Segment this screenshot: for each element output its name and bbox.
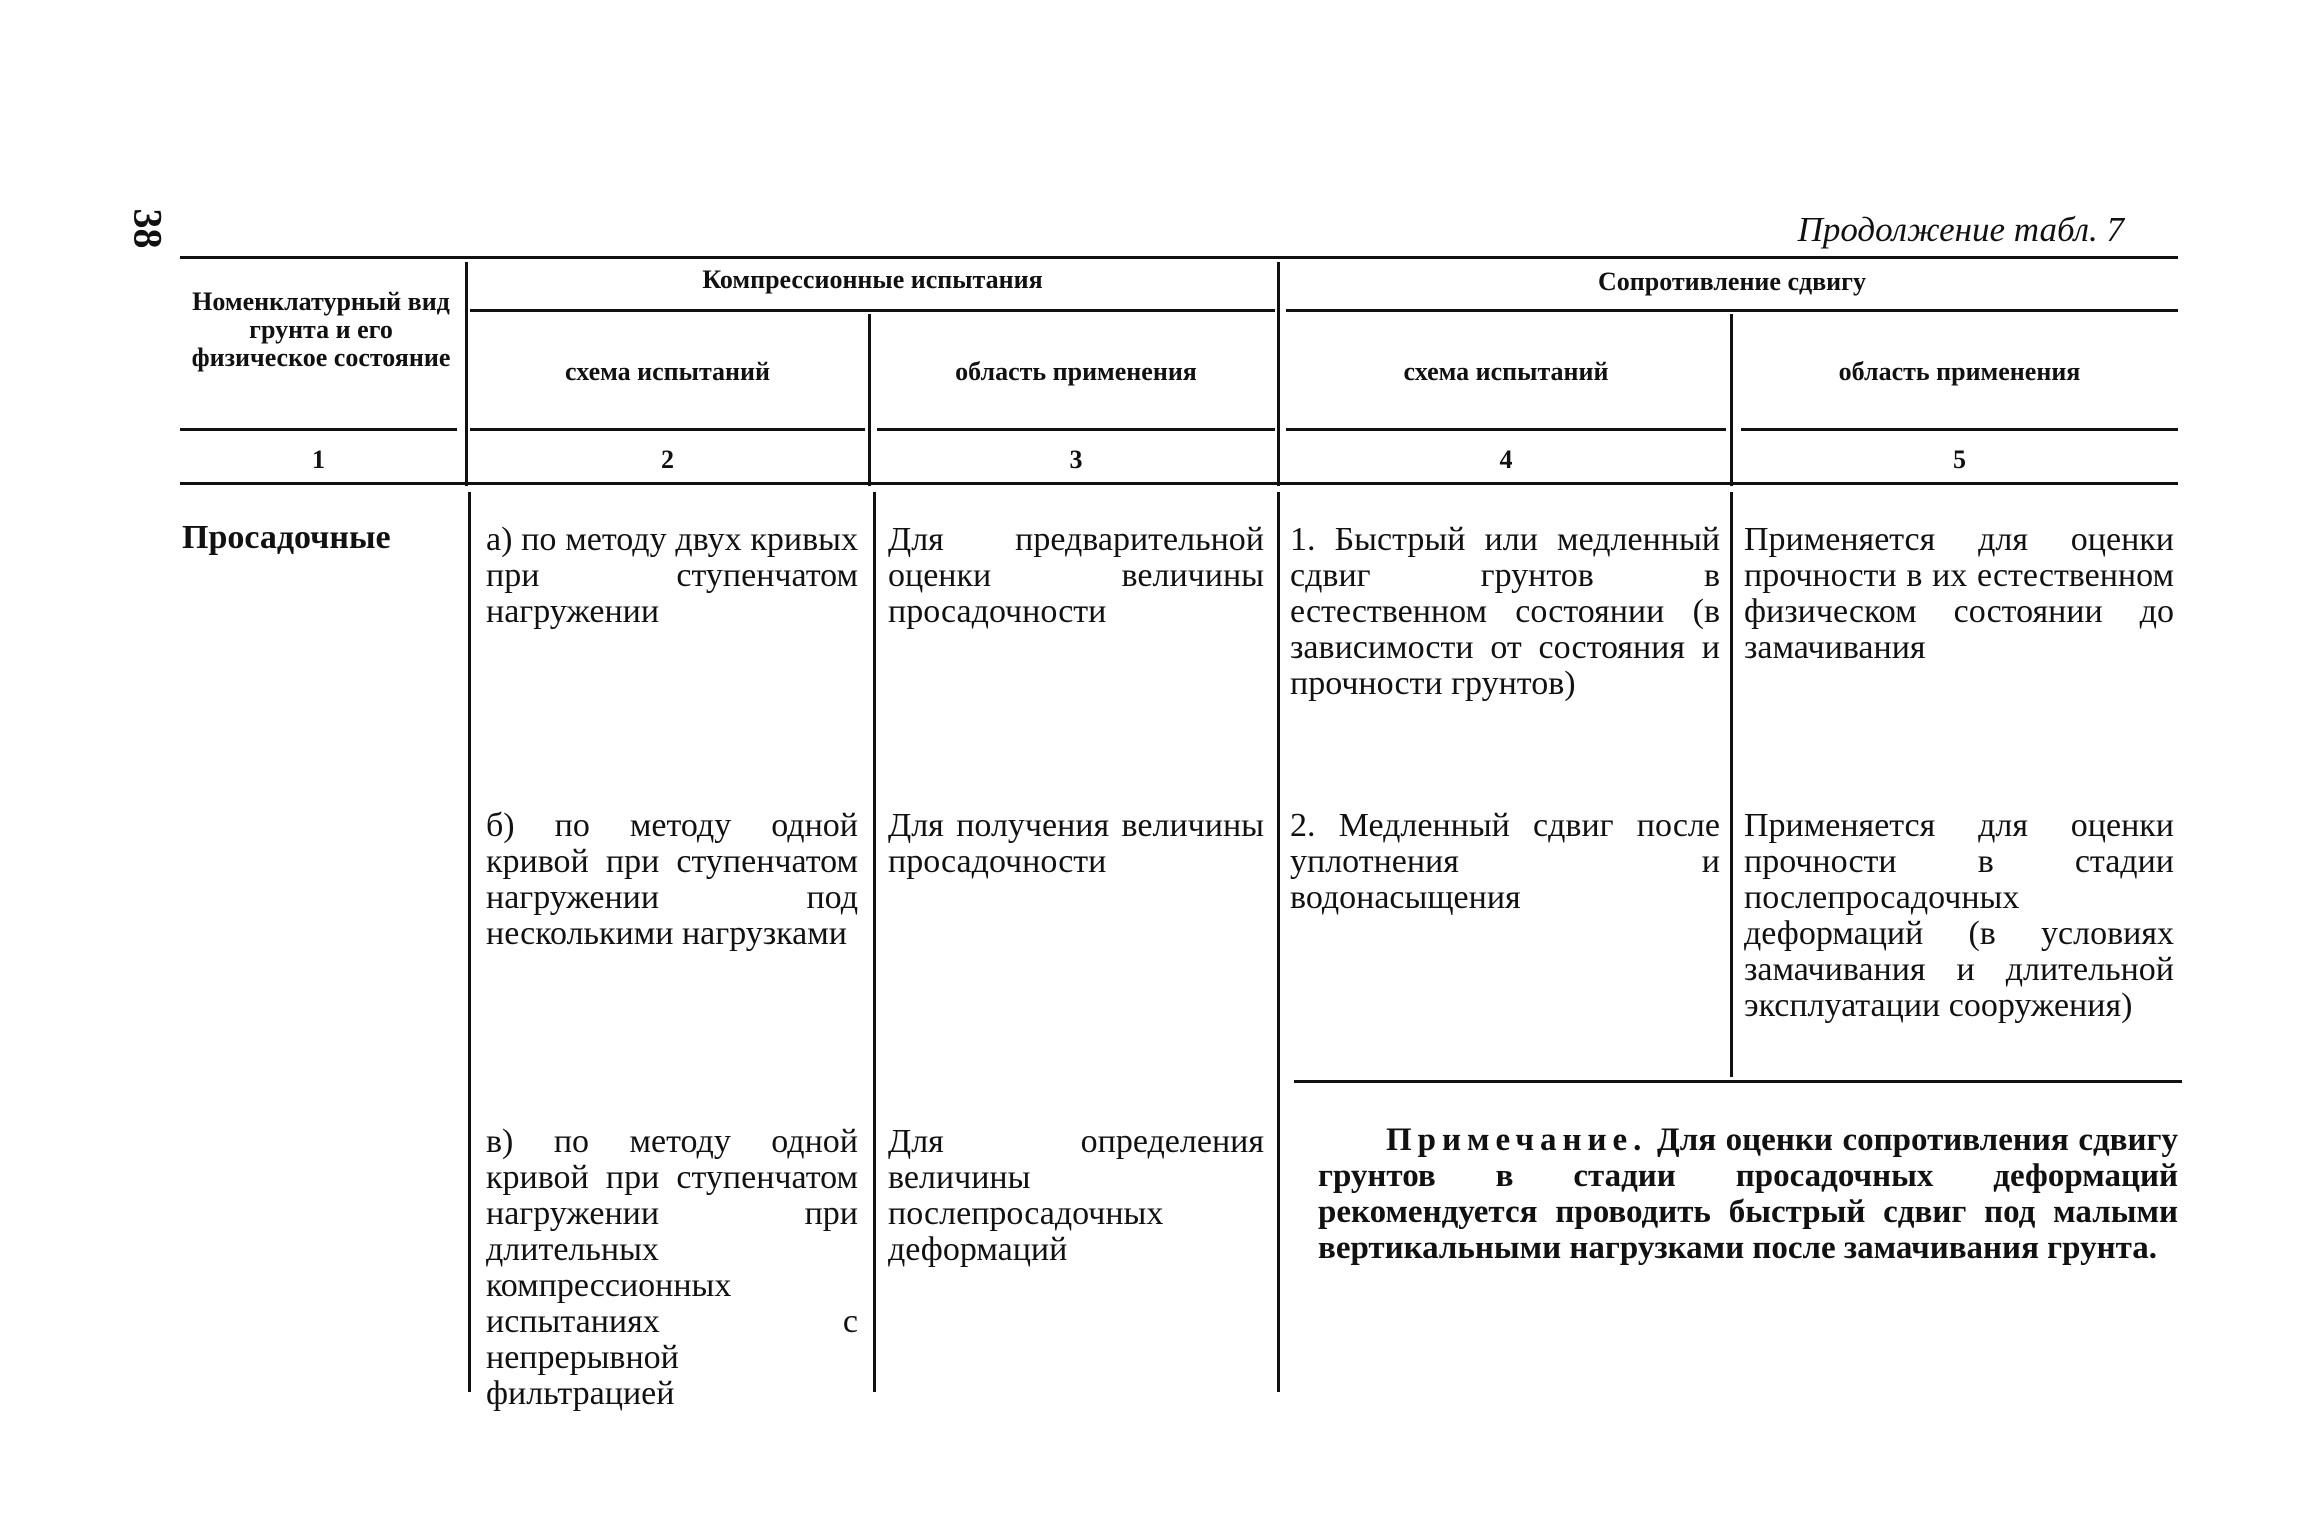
header-compression-application: область применения — [955, 357, 1197, 386]
header-shear-scheme: схема испытаний — [1403, 357, 1609, 386]
subheader-rule-1 — [180, 428, 457, 431]
group-header-rule-shear — [1286, 309, 2178, 312]
header-compression-tests: Компрессионные испытания — [702, 265, 1043, 294]
shear-application-1: Применяется для оценки прочности в их естественном физическом состоянии до замачивания — [1744, 521, 2174, 666]
column-number: 5 — [1953, 445, 1966, 474]
body-vline-2 — [873, 492, 876, 1392]
column-number: 3 — [1069, 445, 1083, 474]
body-vline-3 — [1277, 492, 1280, 1392]
table-note — [1318, 1122, 2178, 1266]
compression-scheme-b: б) по методу одной кривой при ступенчатом нагружении под несколькими нагрузками — [486, 807, 858, 952]
column-number: 2 — [661, 445, 674, 474]
compression-application-b: Для получения величины просадочности — [888, 807, 1264, 880]
compression-application-c: Для определения величины послепросадочных деформаций — [888, 1123, 1264, 1268]
compression-application-a: Для предварительной оценки величины просадочности — [888, 521, 1264, 630]
shear-application-2: Применяется для оценки прочности в стадии послепросадочных деформаций (в условиях замачивания и длительной эксплуатации сооружения) — [1744, 807, 2174, 1024]
column-numbers-rule — [180, 482, 2178, 485]
header-vline-3 — [1277, 262, 1280, 486]
subheader-rule-5 — [1741, 428, 2178, 431]
note-text: Для оценки сопротивления сдвигу грунтов в стадии просадочных деформаций рекомендуется проводить быстрый сдвиг под малыми вертикальными нагрузками после замачивания грунта. — [1318, 1122, 2178, 1266]
header-vline-1 — [465, 262, 468, 486]
header-soil-type: Номенклатурный вид грунта и его физическое состояние — [191, 287, 451, 372]
table-continuation-label: Продолжение табл. 7 — [1797, 210, 2124, 249]
subheader-rule-4 — [1286, 428, 1726, 431]
header-vline-4 — [1730, 314, 1733, 486]
column-number: 4 — [1499, 445, 1513, 474]
column-number: 1 — [312, 445, 325, 474]
soil-type-name: Просадочные — [182, 519, 391, 556]
compression-scheme-c: в) по методу одной кривой при ступенчатом нагружении при длительных компрессионных испытаниях с непрерывной фильтрацией — [486, 1123, 858, 1412]
page-number: 38 — [125, 208, 171, 249]
subheader-rule-2 — [470, 428, 865, 431]
header-shear-application: область применения — [1838, 357, 2081, 386]
body-vline-4 — [1730, 492, 1733, 1077]
compression-scheme-a: а) по методу двух кривых при ступенчатом нагружении — [486, 521, 858, 630]
shear-scheme-1: 1. Быстрый или медленный сдвиг грунтов в естественном состоянии (в зависимости от состояния и прочности грунтов) — [1290, 521, 1720, 702]
header-vline-2 — [868, 314, 871, 486]
group-header-rule-compression — [470, 309, 1275, 312]
top-rule — [180, 256, 2178, 259]
note-label: Примечание. — [1386, 1122, 1648, 1158]
body-vline-1 — [468, 492, 471, 1392]
subheader-rule-3 — [877, 428, 1275, 431]
shear-rows-bottom-rule — [1294, 1080, 2182, 1083]
header-shear-resistance: Сопротивление сдвигу — [1598, 267, 1866, 296]
header-compression-scheme: схема испытаний — [565, 357, 770, 386]
shear-scheme-2: 2. Медленный сдвиг после уплотнения и водонасыщения — [1290, 807, 1720, 916]
